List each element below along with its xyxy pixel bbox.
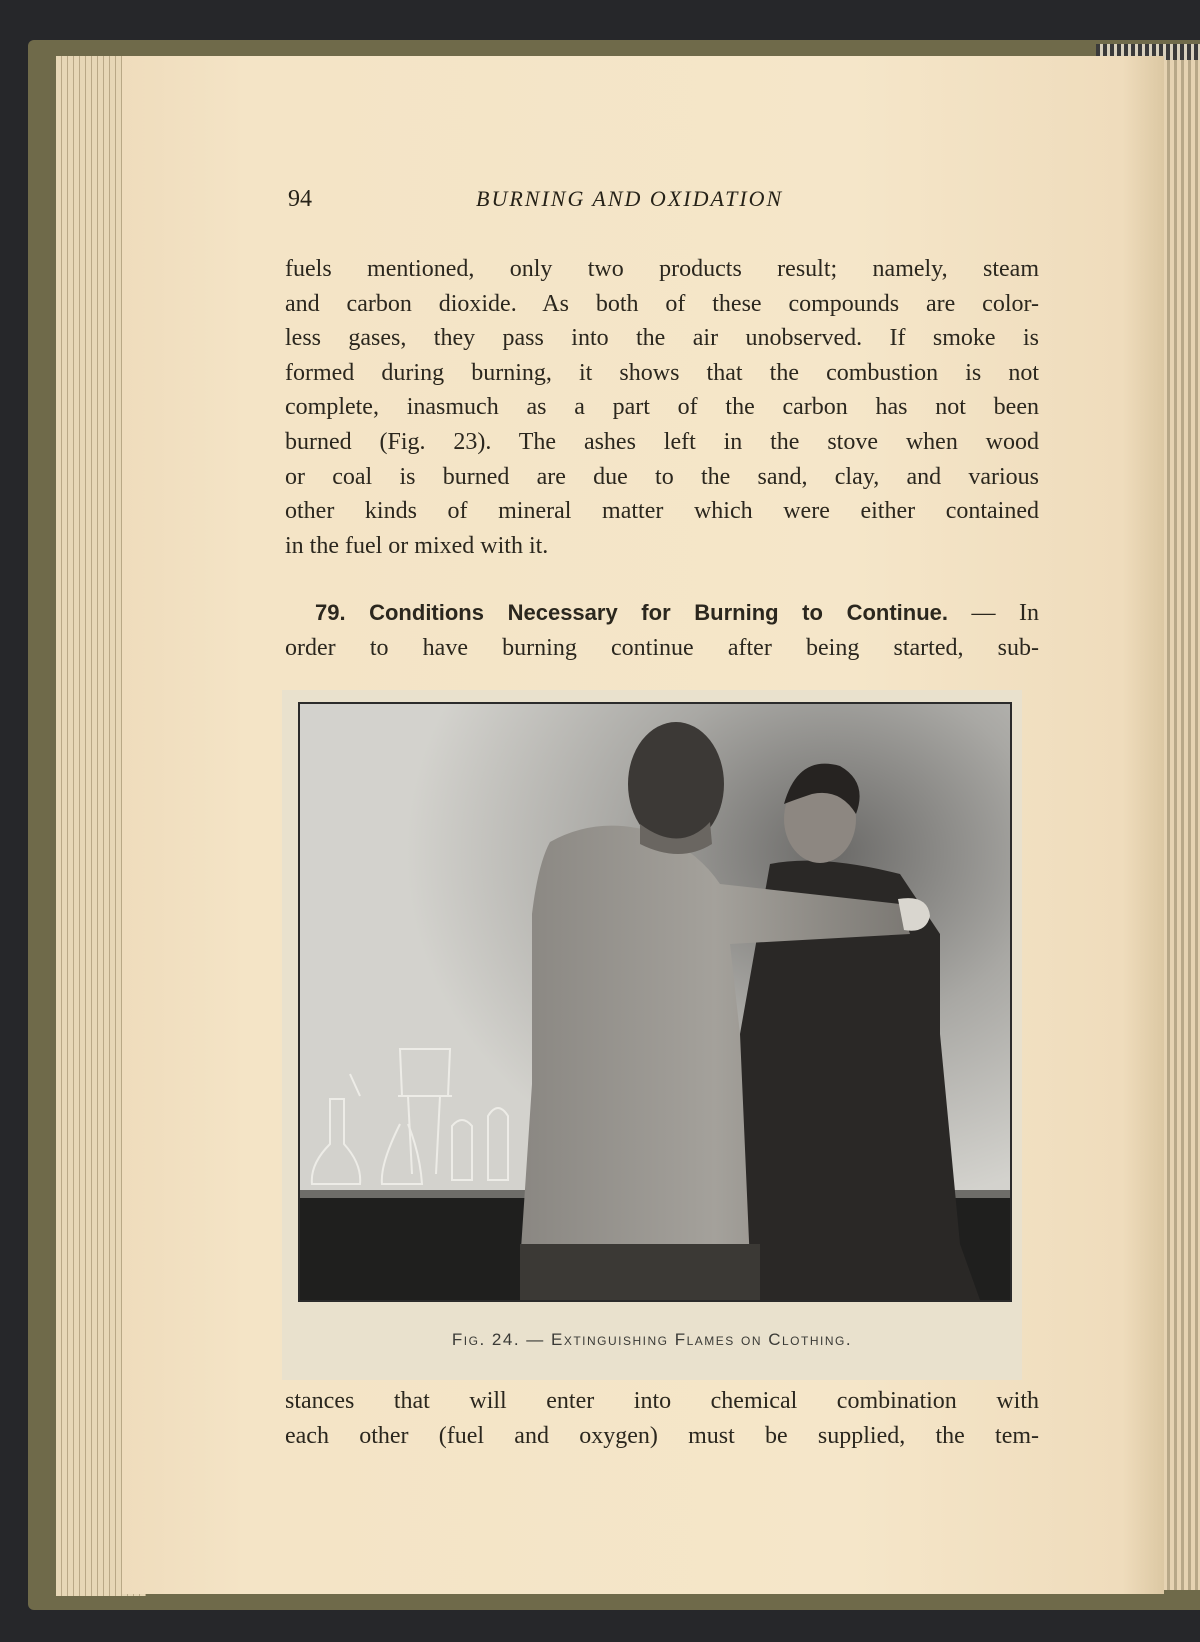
section-number: 79. (315, 600, 346, 625)
section-lead-in: — In (971, 600, 1040, 626)
page-number: 94 (288, 186, 312, 212)
paragraph-3 (285, 1384, 1039, 1453)
text-line: stances that will enter into chemical combination with (285, 1388, 1039, 1414)
section-79 (285, 596, 1039, 665)
paragraph-1 (285, 252, 1039, 563)
text-line: less gases, they pass into the air unobserved. If smoke is (285, 325, 1039, 352)
text-line: or coal is burned are due to the sand, clay, and various (285, 463, 1039, 490)
text-line: burned (Fig. 23). The ashes left in the stove when wood (285, 428, 1039, 455)
figure-photo (298, 702, 1012, 1302)
page-header (288, 186, 1048, 222)
section-heading: Conditions Necessary for Burning to Continue. (369, 600, 948, 625)
section-heading-line (285, 596, 1039, 631)
text-line: other kinds of mineral matter which were either contained (285, 498, 1039, 525)
text-line: order to have burning continue after being started, sub- (285, 634, 1039, 661)
figure-24 (282, 690, 1022, 1380)
text-line: complete, inasmuch as a part of the carbon has not been (285, 394, 1039, 421)
photo-illustration (300, 704, 1010, 1300)
text-line: formed during burning, it shows that the combustion is not (285, 359, 1039, 386)
figure-caption: Fig. 24. — Extinguishing Flames on Clothing. (451, 1330, 853, 1349)
page-edges-right (1160, 60, 1200, 1590)
text-line: in the fuel or mixed with it. (285, 532, 549, 559)
text-line: and carbon dioxide. As both of these compounds are color- (285, 290, 1039, 317)
text-line: fuels mentioned, only two products result; namely, steam (285, 256, 1039, 282)
text-line: each other (fuel and oxygen) must be supplied, the tem- (285, 1422, 1039, 1449)
running-head: BURNING AND OXIDATION (476, 186, 784, 211)
